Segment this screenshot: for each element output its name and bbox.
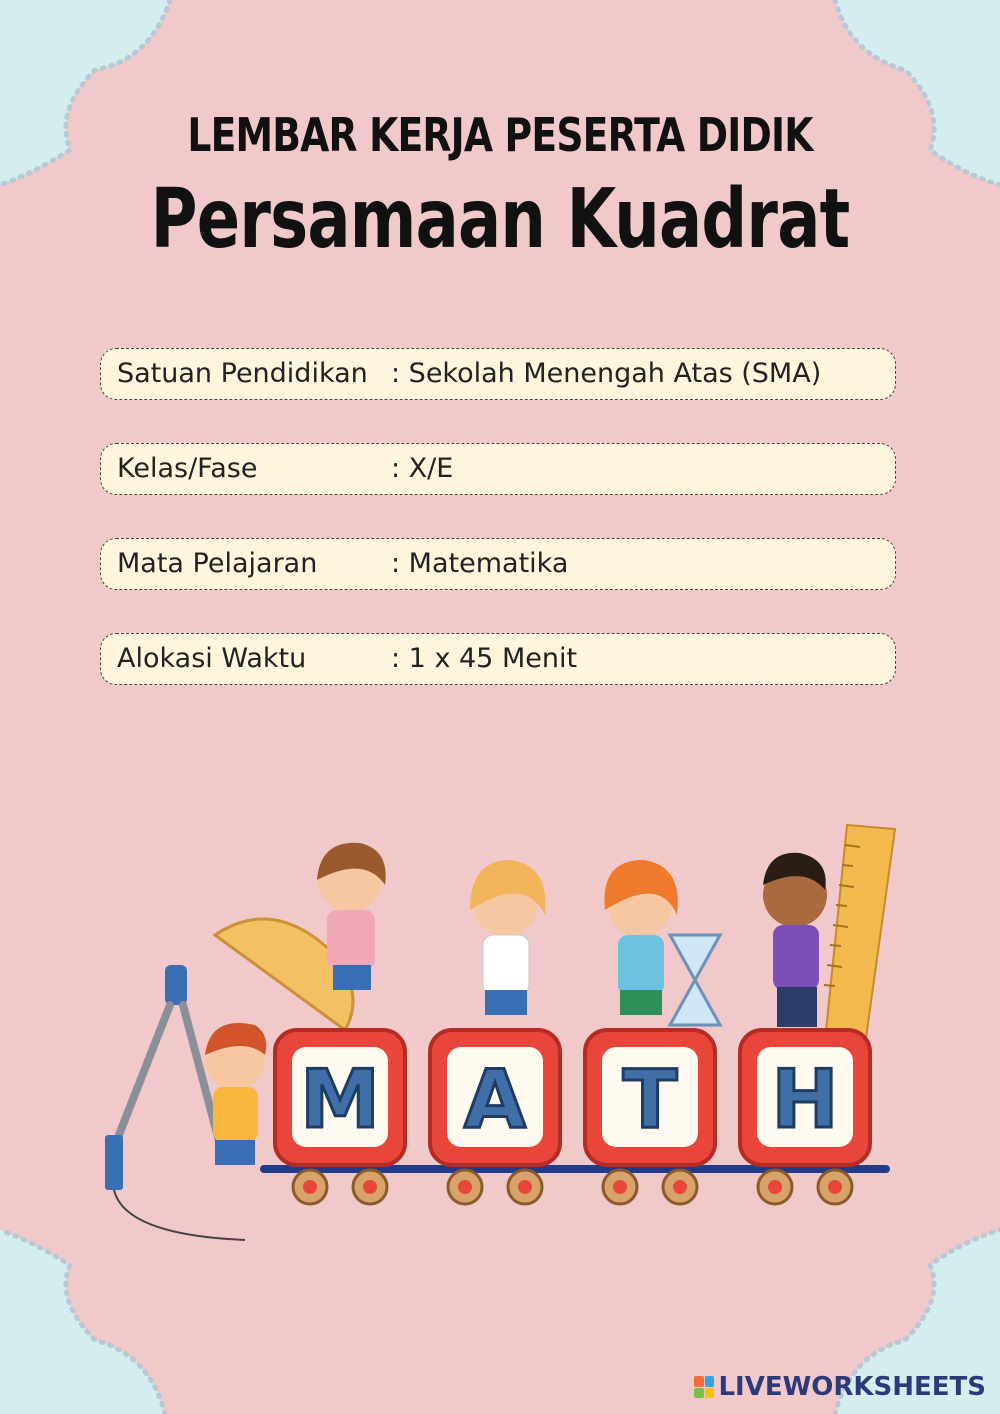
liveworksheets-logo-icon — [694, 1376, 714, 1398]
train-letter: A — [464, 1053, 526, 1146]
kid-icon — [470, 860, 546, 1015]
info-row-subject — [100, 538, 896, 590]
train — [260, 1030, 890, 1204]
info-row-time — [100, 633, 896, 685]
train-car — [430, 1030, 560, 1165]
info-row-class — [100, 443, 896, 495]
worksheet-title: Persamaan Kuadrat — [150, 172, 850, 267]
info-value: : Sekolah Menengah Atas (SMA) — [391, 358, 822, 389]
liveworksheets-brand — [694, 1372, 986, 1402]
train-car — [275, 1030, 405, 1165]
info-label: Alokasi Waktu — [117, 643, 307, 674]
ruler-icon — [824, 825, 895, 1045]
train-letter: M — [300, 1053, 380, 1146]
info-value: : X/E — [391, 453, 454, 484]
train-car — [585, 1030, 715, 1165]
kid-icon — [205, 1023, 266, 1165]
train-letter: T — [622, 1053, 678, 1146]
worksheet-subtitle: LEMBAR KERJA PESERTA DIDIK — [187, 108, 813, 162]
info-value: : Matematika — [391, 548, 569, 579]
info-value: : 1 x 45 Menit — [391, 643, 578, 674]
info-label: Mata Pelajaran — [117, 548, 318, 579]
info-label: Kelas/Fase — [117, 453, 258, 484]
train-letter: H — [771, 1053, 839, 1146]
kid-icon — [604, 860, 720, 1025]
math-train-illustration — [95, 815, 905, 1255]
info-row-school — [100, 348, 896, 400]
info-label: Satuan Pendidikan — [117, 358, 368, 389]
train-car — [740, 1030, 870, 1165]
kid-icon — [763, 853, 827, 1027]
brand-text: LIVEWORKSHEETS — [718, 1372, 986, 1402]
